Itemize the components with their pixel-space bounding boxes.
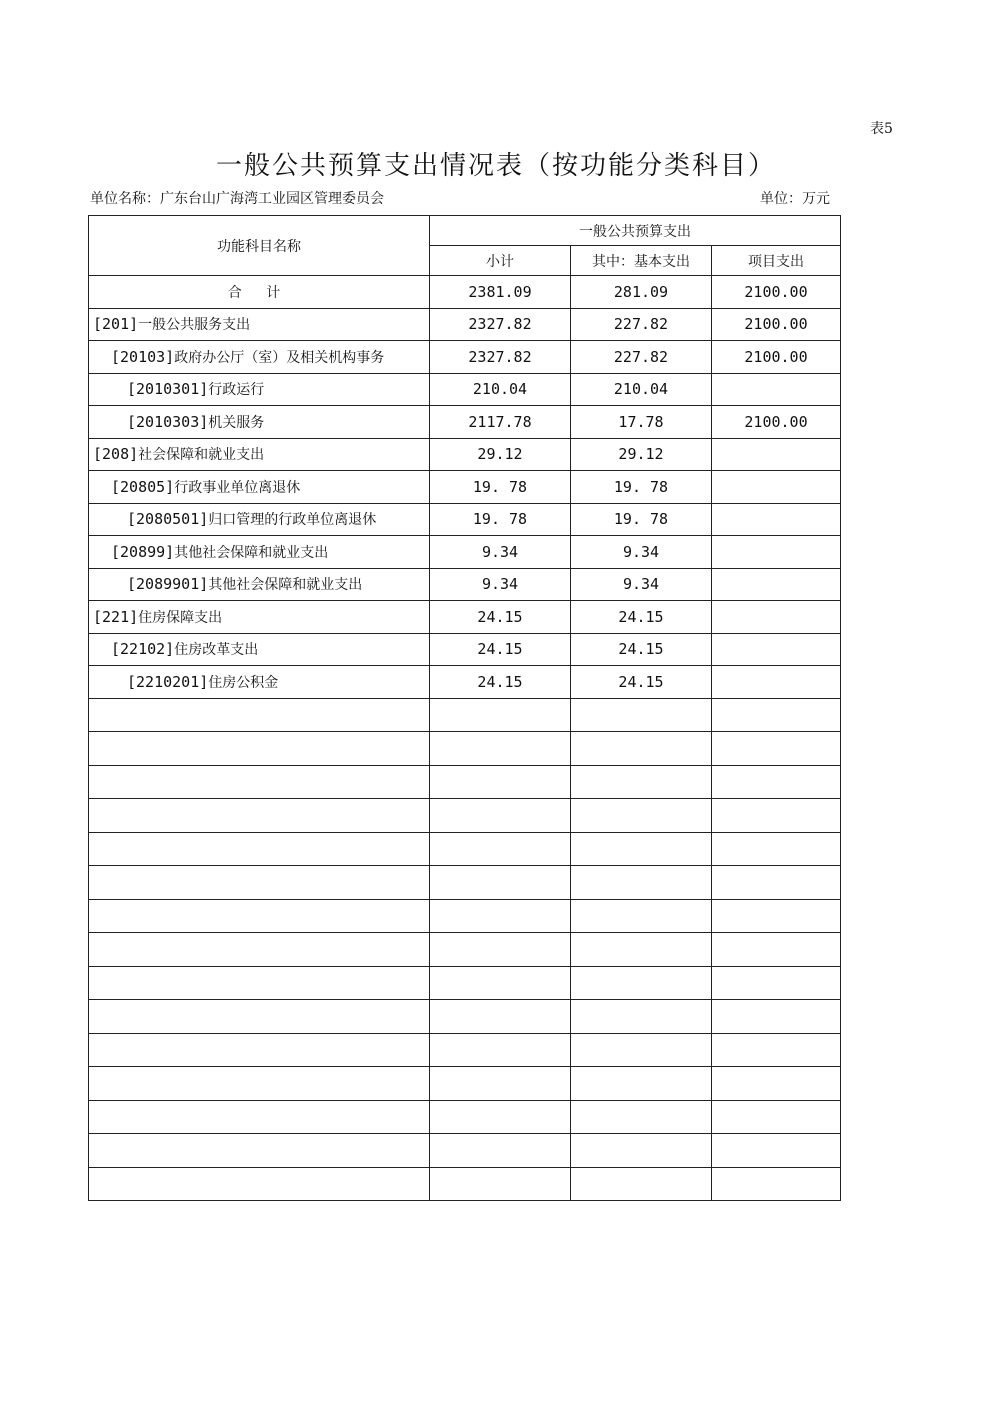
row-code: [20103] — [111, 347, 175, 366]
row-label: 机关服务 — [208, 414, 265, 431]
row-subtotal: 19. 78 — [430, 503, 571, 536]
table-row — [89, 308, 841, 341]
row-basic: 9.34 — [571, 536, 712, 569]
table-row — [89, 406, 841, 439]
row-basic: 281.09 — [571, 276, 712, 309]
row-basic: 29.12 — [571, 438, 712, 471]
empty-row — [89, 1100, 841, 1134]
empty-row — [89, 732, 841, 766]
row-label: 其他社会保障和就业支出 — [208, 577, 363, 594]
row-project — [712, 568, 841, 601]
row-basic: 19. 78 — [571, 503, 712, 536]
empty-row — [89, 866, 841, 900]
row-project — [712, 373, 841, 406]
empty-row — [89, 1134, 841, 1168]
row-label: 归口管理的行政单位离退休 — [208, 512, 377, 529]
row-label: 政府办公厅（室）及相关机构事务 — [174, 349, 385, 366]
table-row — [89, 601, 841, 634]
row-subtotal: 29.12 — [430, 438, 571, 471]
row-project — [712, 438, 841, 471]
empty-row — [89, 1000, 841, 1034]
row-label: 住房改革支出 — [174, 642, 259, 659]
empty-row — [89, 832, 841, 866]
table-row — [89, 471, 841, 504]
table-row — [89, 666, 841, 699]
row-basic: 19. 78 — [571, 471, 712, 504]
row-name — [89, 568, 430, 601]
row-code: [221] — [93, 607, 139, 626]
table-row — [89, 536, 841, 569]
row-name — [89, 308, 430, 341]
row-label: 行政运行 — [208, 382, 265, 399]
row-code: [22102] — [111, 640, 175, 659]
row-name — [89, 373, 430, 406]
header-project: 项目支出 — [712, 246, 841, 276]
row-basic: 24.15 — [571, 601, 712, 634]
table-row — [89, 633, 841, 666]
row-subtotal: 2381.09 — [430, 276, 571, 309]
unit-name: 单位名称：广东台山广海湾工业园区管理委员会 — [90, 191, 384, 207]
empty-row — [89, 1033, 841, 1067]
header-group: 一般公共预算支出 — [430, 216, 841, 246]
table-row — [89, 438, 841, 471]
table-row — [89, 341, 841, 374]
row-basic: 24.15 — [571, 633, 712, 666]
row-code: [2080501] — [127, 510, 209, 529]
row-code: [20805] — [111, 477, 175, 496]
row-project — [712, 536, 841, 569]
row-name — [89, 471, 430, 504]
row-project — [712, 471, 841, 504]
row-project — [712, 666, 841, 699]
table-row — [89, 373, 841, 406]
row-project: 2100.00 — [712, 276, 841, 309]
empty-row — [89, 933, 841, 967]
row-name — [89, 633, 430, 666]
row-project: 2100.00 — [712, 406, 841, 439]
row-subtotal: 2117.78 — [430, 406, 571, 439]
row-basic: 227.82 — [571, 308, 712, 341]
row-subtotal: 9.34 — [430, 536, 571, 569]
row-subtotal: 2327.82 — [430, 341, 571, 374]
row-project: 2100.00 — [712, 308, 841, 341]
table-row-total — [89, 276, 841, 309]
row-subtotal: 19. 78 — [430, 471, 571, 504]
empty-row — [89, 698, 841, 732]
row-name — [89, 666, 430, 699]
table-row — [89, 503, 841, 536]
row-code: [208] — [93, 445, 139, 464]
row-name — [89, 438, 430, 471]
row-subtotal: 210.04 — [430, 373, 571, 406]
empty-row — [89, 1167, 841, 1201]
empty-row — [89, 899, 841, 933]
row-project — [712, 503, 841, 536]
row-name — [89, 601, 430, 634]
row-label: 住房保障支出 — [138, 609, 223, 626]
empty-row — [89, 966, 841, 1000]
empty-row — [89, 1067, 841, 1101]
row-name — [89, 536, 430, 569]
row-label: 其他社会保障和就业支出 — [174, 544, 329, 561]
row-label: 住房公积金 — [208, 674, 279, 691]
page-title: 一般公共预算支出情况表（按功能分类科目） — [215, 151, 776, 181]
row-basic: 9.34 — [571, 568, 712, 601]
row-basic: 17.78 — [571, 406, 712, 439]
row-code: [2010301] — [127, 380, 209, 399]
row-name — [89, 406, 430, 439]
empty-row — [89, 799, 841, 833]
row-subtotal: 24.15 — [430, 601, 571, 634]
header-subtotal: 小计 — [430, 246, 571, 276]
row-label: 行政事业单位离退休 — [174, 479, 301, 496]
row-name — [89, 503, 430, 536]
row-subtotal: 2327.82 — [430, 308, 571, 341]
row-basic: 24.15 — [571, 666, 712, 699]
row-subtotal: 24.15 — [430, 666, 571, 699]
empty-row — [89, 765, 841, 799]
row-basic: 227.82 — [571, 341, 712, 374]
row-subtotal: 24.15 — [430, 633, 571, 666]
row-subtotal: 9.34 — [430, 568, 571, 601]
table-row — [89, 568, 841, 601]
row-name: 合 计 — [89, 276, 430, 309]
row-basic: 210.04 — [571, 373, 712, 406]
unit-label: 单位：万元 — [760, 191, 830, 207]
row-code: [20899] — [111, 542, 175, 561]
header-name: 功能科目名称 — [89, 216, 430, 276]
row-code: [2089901] — [127, 575, 209, 594]
row-code: [2010303] — [127, 412, 209, 431]
row-code: [201] — [93, 315, 139, 334]
row-project — [712, 601, 841, 634]
budget-table — [88, 215, 841, 1201]
row-label: 一般公共服务支出 — [138, 317, 251, 334]
row-project: 2100.00 — [712, 341, 841, 374]
table-number: 表5 — [870, 121, 893, 137]
row-project — [712, 633, 841, 666]
row-label: 社会保障和就业支出 — [138, 447, 265, 464]
row-name — [89, 341, 430, 374]
header-basic: 其中：基本支出 — [571, 246, 712, 276]
row-code: [2210201] — [127, 672, 209, 691]
